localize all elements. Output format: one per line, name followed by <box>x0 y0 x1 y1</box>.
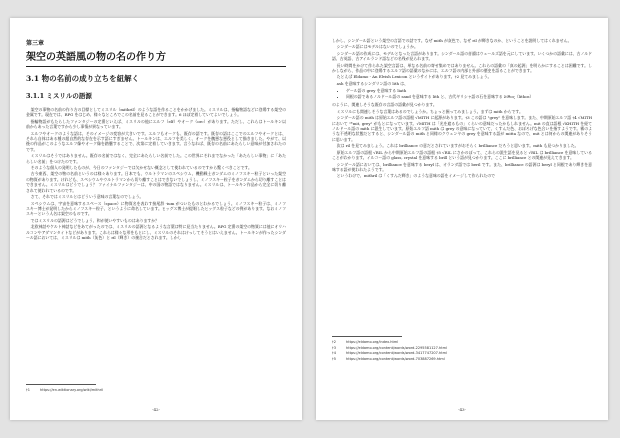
paragraph: 架空の事物の名前の作り方の目標としてミスリル（mithril）のような語を作ることをかかげました。ミスリルは、指輪物語などに登場する架空の金属です。現在では、RPG をはじめ、様々なところでこの名前を見ることができます。6 ほぼ定着していてよいでしょう。 <box>26 107 286 118</box>
paragraph: 次は ril を見てみましょう。これは brilliance の意だとされていますがおそらく brilliance だろうと思います。mith も見つかりました。 <box>336 143 579 149</box>
paragraph: 長い時間をかけて作られた架空言語は、単なる名前の寄せ集めではありません。これらの語彙の「真の起源」を明らかにすることは困難です。しかしながら、作品の中に登場するエルフ語の語彙のなかには、エルフ語の内部と外部の歴史を語ることができます。 <box>332 62 592 74</box>
chapter-label: 第三章 <box>26 40 45 47</box>
paragraph: シンダール語の mith は原始エルフ語の語根 √MITH に起源があります。†3 この語は "grey" を意味します。また、中期原始エルフ語 †4 √MITH において "*mit, grey" がもとになっています。√MITH は「光を遮るもの」くらいの意味だったかもしれません。mit の直は語根 √KHITH を経てノルドール語の mith に派生しています。原始エルフ語 mith は grey の意味になっていて、くすんだ色、おぼろげな色合いを指すようです。霧のような不透明な状態だとすると、シンダール語の mith と同様のクウェンヤの grey を意味する語が mitta なので、mit とは何からの関連がありそうに思います。 <box>332 115 592 142</box>
footnote-number: †3 <box>332 345 336 350</box>
footnote-link[interactable]: https://eldamo.org/index.html <box>346 340 399 344</box>
footnote-number: †5 <box>332 356 336 361</box>
subsection-title: 3.1.1 ミスリルの語源 <box>26 92 92 100</box>
paragraph: さて、それではミスリルとはどういう意味の言葉なのでしょう。 <box>30 194 144 200</box>
footnote-number: †2 <box>332 340 336 344</box>
page-number: -42- <box>152 407 160 412</box>
footnote-link[interactable]: https://en.wiktionary.org/wiki/mithril <box>40 388 104 392</box>
paragraph: スペシウムは、宇宙を意味するスペース（space）に物質名を表わす接尾辞 -ium がついたものとわかるでしょう。ミノフスキー粒子は、ミノフスキー博士が発明したからミノフスキー粒子、というように命名しています。ヒッグス博士が提唱したヒッグス粒子などの例があります。なおミノフスキーという人名は架空のものです。 <box>26 200 286 217</box>
paragraph: シンダール語においては、brilliance を意味する beryl は、オランダ語では beril です。また、brilliance の語源は beryl と同根であり輝きを意味する語が使われたようです。 <box>332 161 592 172</box>
paragraph: ミスリルにも関連しそうな言葉はあるのでしょうか。ちょっと掘ってみましょう。まずは mith からです。 <box>336 108 523 114</box>
footnote-rule <box>26 384 96 385</box>
section-title: 3.1 物の名前の成り立ちを紐解く <box>26 74 140 83</box>
paragraph: ではミスリルの語源はどうでしょう、和が使いやすいものはありますか？ <box>30 217 160 223</box>
paragraph: 北欧神話やケルト神話などをあてがったのでは、ミスリルの語源となるような言葉は特に見当たりません。RPG 定番の架空の物質には他にオリハルコンやアダマンタイトなどがあります。これらは様々な形をもとにし、ミスリルのそれはけっしてそうとはいえません。トールキンが作ったシンダール語においては、ミスリルは mith（灰色）と ril（輝き）の複合だとされます。しかし <box>26 224 286 240</box>
paragraph: エルフやオークのような語は、そのイメージの変容が大きいです。エルフもオークも、既存の語です。既存の語はここでのエルフやオークとは、それら自体はある種の超自然的な存在を示す語にすぎません。トールキンは、エルフを美しく、オークを醜悪な悪役として描きました。やがて、以後の作品がこのようなエルフ像やオーク像を踏襲することで、次第に定着していきます。言うなれば、既存の名前にあたらしい意味が付加されたのです。 <box>26 130 286 152</box>
footnote <box>332 357 592 363</box>
right-page <box>316 18 608 420</box>
paragraph: 古今東西、架空の物の名前というのは様々あります。日本でも、ウルトラマンのスペシウム、機動戦士ガンダムのミノフスキー粒子といった架空の物質があります。けれども、スペシウムやウルトラマンから切り離すことはできないでしょうし、ミノフスキー粒子をガンダムから切り離すことはできません。ミスリルはどうでしょう？ ファイナルファンタジーは、中の国の物語ではなりません。ミスリルは、トールキン作品から完全に切り離されて使われているのです。 <box>26 171 286 193</box>
chapter-rule <box>26 66 286 67</box>
footnote-link[interactable]: https://eldamo.org/content/words/word-3417747207.html <box>346 351 447 356</box>
paragraph: シンダール語にはモデルはないのでしょうか。 <box>336 44 418 50</box>
chapter-title: 架空の英語風の物の名の作り方 <box>26 52 166 63</box>
list-item: • ゲール語の grey を意味する liath <box>346 88 592 94</box>
paragraph: ash を意味するシンダリン語の lith は、 <box>336 80 408 86</box>
paragraph: たとえば Eldamo - An Elvish Lexicon というサイトがあります。†2 見てみましょう。 <box>336 74 492 80</box>
footnotes <box>332 336 592 362</box>
footnote-link[interactable]: https://eldamo.org/content/words/word-2295581127.html <box>346 345 447 350</box>
paragraph: のように、関連しそうな既存の言語の語彙が見つかります。 <box>332 102 437 108</box>
paragraph: 原始エルフ語の語根 √RIL から中期原始エルフ語の語根 †5 √RIL にさかのぼって、これらの派生語を見ると √RIL は brilliance を意味していることがわかります。イルコー語の glass, crystal を意味する brill という語が見つかります。ここに brilliance との関連が見えてきます。 <box>332 149 592 161</box>
list-item: • 同根の語であるノルドール語の sand を意味する lith と、古代ギリシャ語の石を意味する λίθος（lithos） <box>346 94 592 100</box>
bullet-list <box>332 88 592 99</box>
footnote-number: †1 <box>26 388 30 392</box>
left-page <box>10 18 302 420</box>
paragraph: シンダール語の作成には、モデルとなった言語があります。シンダール語の音韻はウェールズ語を元にしています。いくつかの語彙には、古ノルド語、古英語、古アイルランド語などの名残が見られます。 <box>332 50 592 62</box>
paragraph: しかし、シンダール語という架空の言語での話です。なぜ mith が灰色で、なぜ ril が輝きなのか、ということを説明してはくれません。 <box>332 38 572 43</box>
footnotes <box>26 384 286 394</box>
footnote-link[interactable]: https://eldamo.org/content/words/word-703887269.html <box>346 356 445 361</box>
footnote-rule <box>332 336 402 337</box>
paragraph: というわけで、mithril は「くすんだ輝き」のような意味の語をイメージして作られたので <box>336 173 496 179</box>
footnote-number: †4 <box>332 351 336 356</box>
page-number: -43- <box>458 407 466 412</box>
paragraph: 指輪物語がもたらしたファンタジーの定番といえば、ミスリルの他にエルフ（elf）やオーク（orc）があります。ただし、これらはトールキン以前からあった言葉ですから少し事情が異なっています。 <box>26 118 286 130</box>
footnote <box>26 388 286 394</box>
paragraph: ミスリルはそうではありません。既存の名前ではなく、完全にあたらしい名前でした。この世界にそれまでなかった「あたらしい事物」に「あたらしい名前」をつけたのです。 <box>26 153 286 164</box>
paragraph: そのような個人の発明したものが、今日のファンタジーでは欠かせない概念として使われているのですから驚くべきことです。 <box>30 165 252 171</box>
